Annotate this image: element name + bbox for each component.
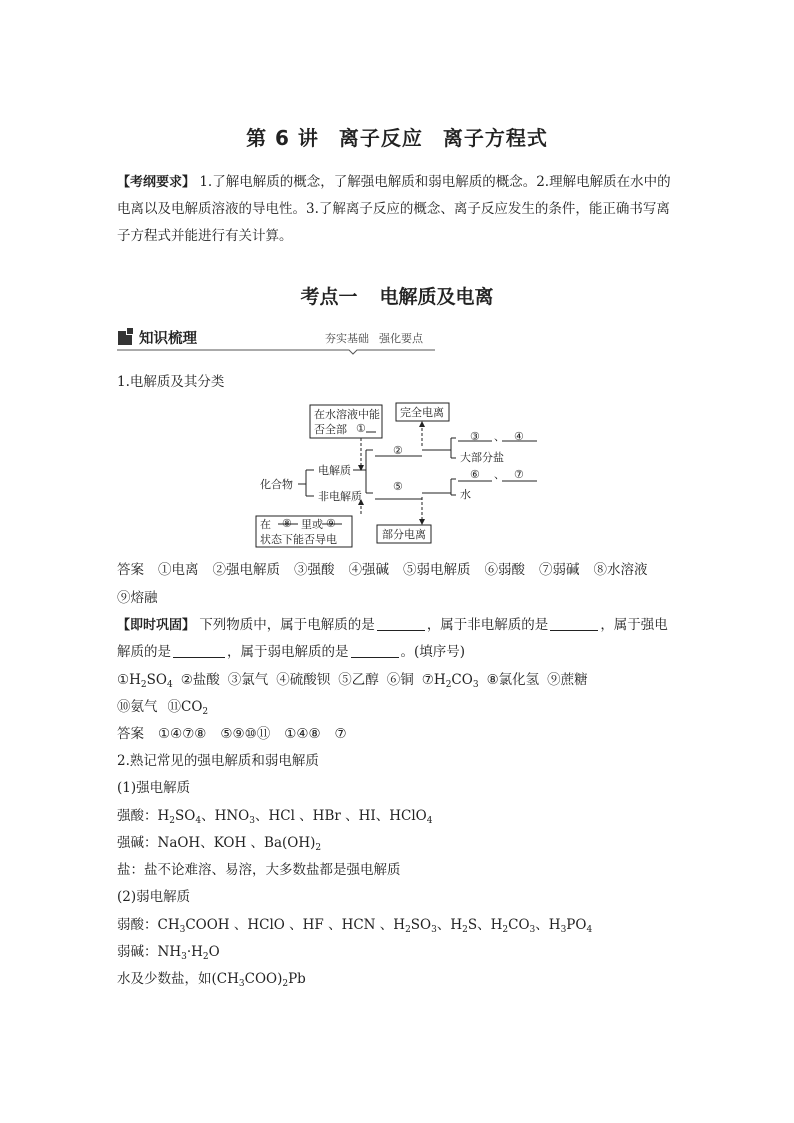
substance-7: $⑦H_2CO_3$ xyxy=(421,672,479,690)
answer2-item: ⑤⑨⑩⑪ xyxy=(220,726,271,742)
title-part1: 离子反应 xyxy=(338,126,423,150)
nonelectrolyte-label: 非电解质 xyxy=(318,490,362,503)
partial-ionization-label: 部分电离 xyxy=(382,528,426,541)
substance-5: ⑤乙醇 xyxy=(338,672,379,688)
substance-4: ④硫酸钡 xyxy=(276,672,331,688)
weak-water-salts: 水及少数盐，如$(CH_3COO)_2Pb$ xyxy=(117,971,306,989)
page-title xyxy=(0,122,794,151)
practice-line2 xyxy=(117,642,687,662)
answer1-last: ⑨熔融 xyxy=(117,590,158,606)
practice-text: 下列物质中，属于电解质的是 xyxy=(199,617,375,633)
answer2-item: ⑦ xyxy=(334,726,347,742)
box-top-line2: 否全部 xyxy=(314,423,347,436)
answer1-item: ⑤弱电解质 xyxy=(403,562,471,578)
box-bottom-pre: 在 xyxy=(260,518,271,531)
substance-10: ⑩氨气 xyxy=(117,699,158,715)
blank-8: ⑧ xyxy=(282,517,292,530)
syllabus-requirements xyxy=(117,169,682,250)
section-topic: 电解质及电离 xyxy=(379,286,494,308)
blank-3: ③ xyxy=(470,430,480,443)
substance-2: ②盐酸 xyxy=(180,672,220,688)
practice-text: ，属于强电 xyxy=(600,617,668,633)
substances-line1 xyxy=(117,670,687,690)
separator-b: 、 xyxy=(494,468,505,481)
answer-blank[interactable] xyxy=(351,643,399,658)
answer1-item: ④强碱 xyxy=(348,562,389,578)
separator-a: 、 xyxy=(494,430,505,443)
compound-label: 化合物 xyxy=(260,478,293,491)
answer1-item: ②强电解质 xyxy=(212,562,280,578)
box-top-line1: 在水溶液中能 xyxy=(314,408,380,421)
blank-6: ⑥ xyxy=(470,468,480,481)
substances-line2 xyxy=(117,697,687,717)
answer1-item: ⑧水溶液 xyxy=(593,562,648,578)
answer-blank[interactable] xyxy=(173,643,225,658)
answer1-item: ③强酸 xyxy=(294,562,335,578)
substance-11: $⑪CO_2$ xyxy=(167,699,209,717)
answer2-item: ①④⑦⑧ xyxy=(158,726,207,742)
classification-diagram xyxy=(250,398,550,550)
practice-text: 解质的是 xyxy=(117,644,171,660)
blank-9: ⑨ xyxy=(326,517,336,530)
full-ionization-label: 完全电离 xyxy=(400,406,444,419)
banner-sub1: 夯实基础 xyxy=(325,332,369,345)
blank-2: ② xyxy=(393,444,403,457)
substance-6: ⑥铜 xyxy=(386,672,414,688)
weak-acids: 弱酸：$CH_3COOH$ 、HClO 、HF 、HCN 、$H_2SO_3$、$H_2S$、$H_2CO_3$、$H_3PO_4$ xyxy=(117,917,593,935)
section-name: 考点一 xyxy=(300,286,358,308)
answer2-item: ①④⑧ xyxy=(284,726,321,742)
knowledge-banner xyxy=(117,325,437,355)
practice-text: ，属于非电解质的是 xyxy=(426,617,549,633)
practice-text: 。(填序号) xyxy=(400,644,466,660)
q2-heading: 2.熟记常见的强电解质和弱电解质 xyxy=(117,753,319,769)
answer2-label: 答案 xyxy=(117,726,144,742)
answer1-label: 答案 xyxy=(117,562,144,578)
blank-4: ④ xyxy=(514,430,524,443)
section-title xyxy=(0,282,794,309)
answer1-item: ⑦弱碱 xyxy=(539,562,580,578)
answer-blank[interactable] xyxy=(377,616,425,631)
strong-salts: 盐：盐不论难溶、易溶，大多数盐都是强电解质 xyxy=(117,862,401,878)
strong-heading: (1)强电解质 xyxy=(117,780,191,796)
title-part2: 离子方程式 xyxy=(442,126,548,150)
substance-3: ③氯气 xyxy=(227,672,269,688)
weak-bases: 弱碱：$NH_3\cdot H_2O$ xyxy=(117,944,220,962)
answer2-line xyxy=(117,724,687,744)
banner-title: 知识梳理 xyxy=(139,331,197,347)
most-salts-label: 大部分盐 xyxy=(460,451,504,464)
lecture-number: 第 6 讲 xyxy=(246,126,319,150)
practice-line1 xyxy=(117,615,687,636)
banner-sub2: 强化要点 xyxy=(379,332,423,345)
blank-1: ① xyxy=(356,422,366,435)
substance-9: ⑨蔗糖 xyxy=(547,672,588,688)
answer1-line xyxy=(117,560,687,580)
practice-text: ，属于弱电解质的是 xyxy=(227,644,349,660)
substance-1: $①H_2SO_4$ xyxy=(117,672,173,690)
weak-heading: (2)弱电解质 xyxy=(117,889,191,905)
blank-5: ⑤ xyxy=(393,480,403,493)
water-label: 水 xyxy=(460,488,471,501)
strong-acids: 强酸：$H_2SO_4$、$HNO_3$、HCl 、HBr 、HI、HClO$_4$ xyxy=(117,808,433,826)
practice-label: 【即时巩固】 xyxy=(117,618,196,633)
requirements-text: 1.了解电解质的概念，了解强电解质和弱电解质的概念。2.理解电解质在水中的电离以及电解质溶液的导电性。3.了解离子反应的概念、离子反应发生的条件，能正确书写离子方程式并能进行有关计算。 xyxy=(117,174,671,244)
box-bottom-mid: 里或 xyxy=(301,518,323,531)
answer1-item: ⑥弱酸 xyxy=(484,562,525,578)
answer-blank[interactable] xyxy=(550,616,598,631)
substance-8: ⑧氯化氢 xyxy=(486,672,540,688)
blank-7: ⑦ xyxy=(514,468,524,481)
box-bottom-line2: 状态下能否导电 xyxy=(260,533,337,546)
answer1-item: ①电离 xyxy=(158,562,199,578)
banner-rule xyxy=(117,325,437,355)
strong-bases: 强碱：NaOH、KOH 、$Ba(OH)_2$ xyxy=(117,835,322,853)
electrolyte-label: 电解质 xyxy=(318,464,351,477)
requirements-label: 【考纲要求】 xyxy=(117,175,196,190)
q1-heading: 1.电解质及其分类 xyxy=(117,374,225,390)
